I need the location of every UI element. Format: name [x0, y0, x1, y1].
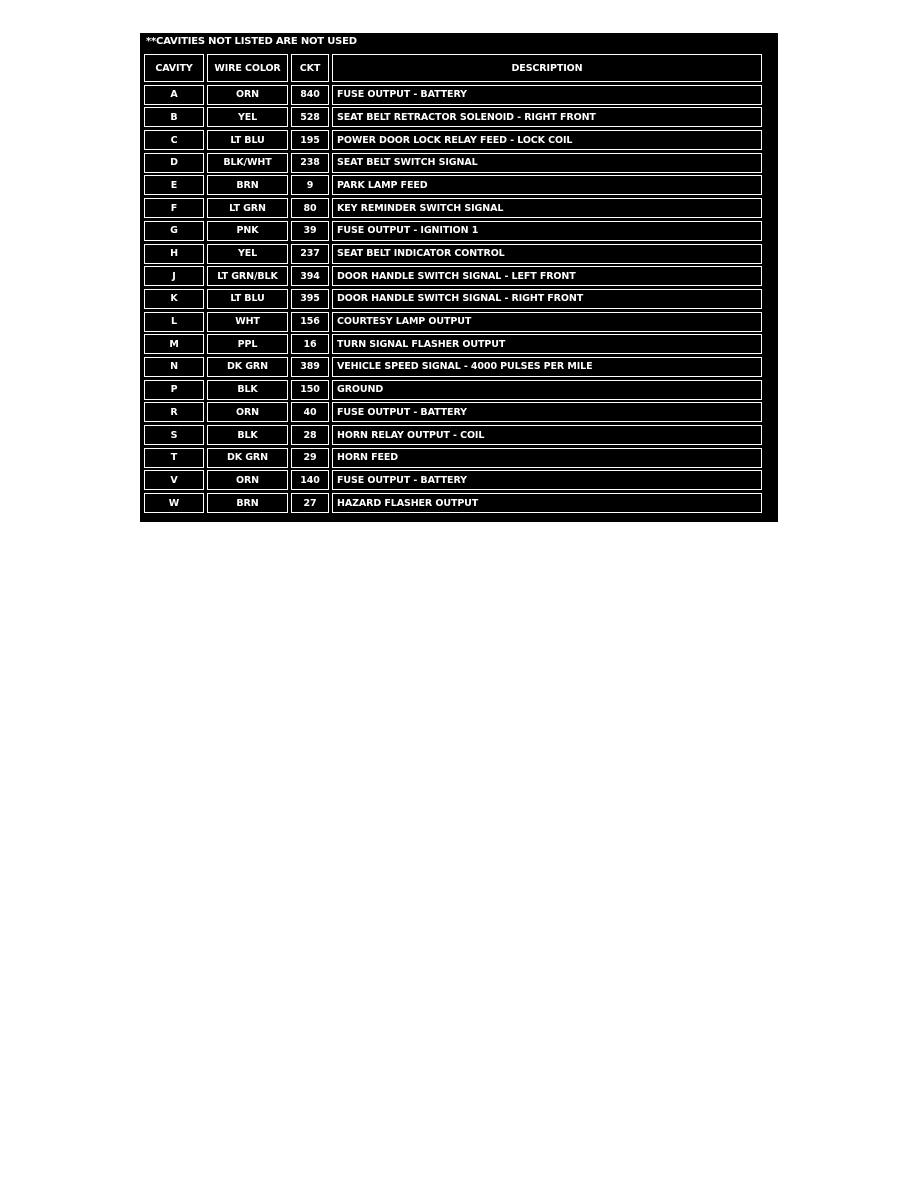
cavity-cell: G [144, 221, 204, 241]
table-row [144, 130, 768, 150]
description-cell: FUSE OUTPUT - BATTERY [332, 402, 762, 422]
cavity-cell: E [144, 175, 204, 195]
cavity-cell: L [144, 312, 204, 332]
wire-color-cell: BLK [207, 380, 288, 400]
table-row [144, 198, 768, 218]
cavity-cell: W [144, 493, 204, 513]
table-row [144, 357, 768, 377]
header-description: DESCRIPTION [332, 54, 762, 82]
cavity-cell: K [144, 289, 204, 309]
wire-color-cell: ORN [207, 402, 288, 422]
description-cell: SEAT BELT INDICATOR CONTROL [332, 244, 762, 264]
ckt-cell: 150 [291, 380, 329, 400]
description-cell: FUSE OUTPUT - BATTERY [332, 470, 762, 490]
description-cell: HORN RELAY OUTPUT - COIL [332, 425, 762, 445]
ckt-cell: 394 [291, 266, 329, 286]
table-header-row [144, 54, 768, 82]
wire-color-cell: LT BLU [207, 130, 288, 150]
table-row [144, 289, 768, 309]
description-cell: COURTESY LAMP OUTPUT [332, 312, 762, 332]
description-cell: GROUND [332, 380, 762, 400]
description-cell: HORN FEED [332, 448, 762, 468]
table-row [144, 266, 768, 286]
description-cell: VEHICLE SPEED SIGNAL - 4000 PULSES PER MILE [332, 357, 762, 377]
cavity-cell: H [144, 244, 204, 264]
table-row [144, 107, 768, 127]
ckt-cell: 840 [291, 85, 329, 105]
table-row [144, 153, 768, 173]
description-cell: TURN SIGNAL FLASHER OUTPUT [332, 334, 762, 354]
ckt-cell: 156 [291, 312, 329, 332]
table-row [144, 425, 768, 445]
cavity-cell: P [144, 380, 204, 400]
description-cell: DOOR HANDLE SWITCH SIGNAL - RIGHT FRONT [332, 289, 762, 309]
connector-table [144, 54, 768, 513]
ckt-cell: 29 [291, 448, 329, 468]
ckt-cell: 40 [291, 402, 329, 422]
cavity-cell: R [144, 402, 204, 422]
cavity-cell: N [144, 357, 204, 377]
ckt-cell: 389 [291, 357, 329, 377]
ckt-cell: 140 [291, 470, 329, 490]
ckt-cell: 27 [291, 493, 329, 513]
wire-color-cell: DK GRN [207, 448, 288, 468]
description-cell: PARK LAMP FEED [332, 175, 762, 195]
description-cell: KEY REMINDER SWITCH SIGNAL [332, 198, 762, 218]
ckt-cell: 9 [291, 175, 329, 195]
cavity-cell: A [144, 85, 204, 105]
description-cell: SEAT BELT SWITCH SIGNAL [332, 153, 762, 173]
cavity-cell: J [144, 266, 204, 286]
ckt-cell: 528 [291, 107, 329, 127]
table-row [144, 448, 768, 468]
table-row [144, 85, 768, 105]
description-cell: FUSE OUTPUT - BATTERY [332, 85, 762, 105]
ckt-cell: 237 [291, 244, 329, 264]
cavity-cell: V [144, 470, 204, 490]
table-row [144, 493, 768, 513]
wire-color-cell: ORN [207, 470, 288, 490]
cavity-cell: T [144, 448, 204, 468]
description-cell: FUSE OUTPUT - IGNITION 1 [332, 221, 762, 241]
wire-color-cell: PPL [207, 334, 288, 354]
wire-color-cell: LT GRN/BLK [207, 266, 288, 286]
table-row [144, 221, 768, 241]
table-row [144, 470, 768, 490]
unused-cavities-note: **CAVITIES NOT LISTED ARE NOT USED [146, 36, 357, 47]
wire-color-cell: YEL [207, 107, 288, 127]
wire-color-cell: ORN [207, 85, 288, 105]
wire-color-cell: YEL [207, 244, 288, 264]
ckt-cell: 16 [291, 334, 329, 354]
table-body [144, 85, 768, 513]
wire-color-cell: DK GRN [207, 357, 288, 377]
wire-color-cell: WHT [207, 312, 288, 332]
wire-color-cell: BLK [207, 425, 288, 445]
ckt-cell: 195 [291, 130, 329, 150]
table-row [144, 244, 768, 264]
ckt-cell: 39 [291, 221, 329, 241]
wire-color-cell: LT BLU [207, 289, 288, 309]
table-row [144, 175, 768, 195]
header-ckt: CKT [291, 54, 329, 82]
connector-table-panel [140, 33, 778, 522]
table-row [144, 334, 768, 354]
wire-color-cell: BLK/WHT [207, 153, 288, 173]
description-cell: DOOR HANDLE SWITCH SIGNAL - LEFT FRONT [332, 266, 762, 286]
header-wire-color: WIRE COLOR [207, 54, 288, 82]
cavity-cell: D [144, 153, 204, 173]
ckt-cell: 80 [291, 198, 329, 218]
wire-color-cell: PNK [207, 221, 288, 241]
wire-color-cell: BRN [207, 175, 288, 195]
cavity-cell: B [144, 107, 204, 127]
wire-color-cell: BRN [207, 493, 288, 513]
ckt-cell: 395 [291, 289, 329, 309]
cavity-cell: F [144, 198, 204, 218]
cavity-cell: C [144, 130, 204, 150]
table-row [144, 402, 768, 422]
description-cell: SEAT BELT RETRACTOR SOLENOID - RIGHT FRONT [332, 107, 762, 127]
description-cell: POWER DOOR LOCK RELAY FEED - LOCK COIL [332, 130, 762, 150]
header-cavity: CAVITY [144, 54, 204, 82]
table-row [144, 312, 768, 332]
cavity-cell: M [144, 334, 204, 354]
ckt-cell: 28 [291, 425, 329, 445]
ckt-cell: 238 [291, 153, 329, 173]
cavity-cell: S [144, 425, 204, 445]
description-cell: HAZARD FLASHER OUTPUT [332, 493, 762, 513]
wire-color-cell: LT GRN [207, 198, 288, 218]
table-row [144, 380, 768, 400]
